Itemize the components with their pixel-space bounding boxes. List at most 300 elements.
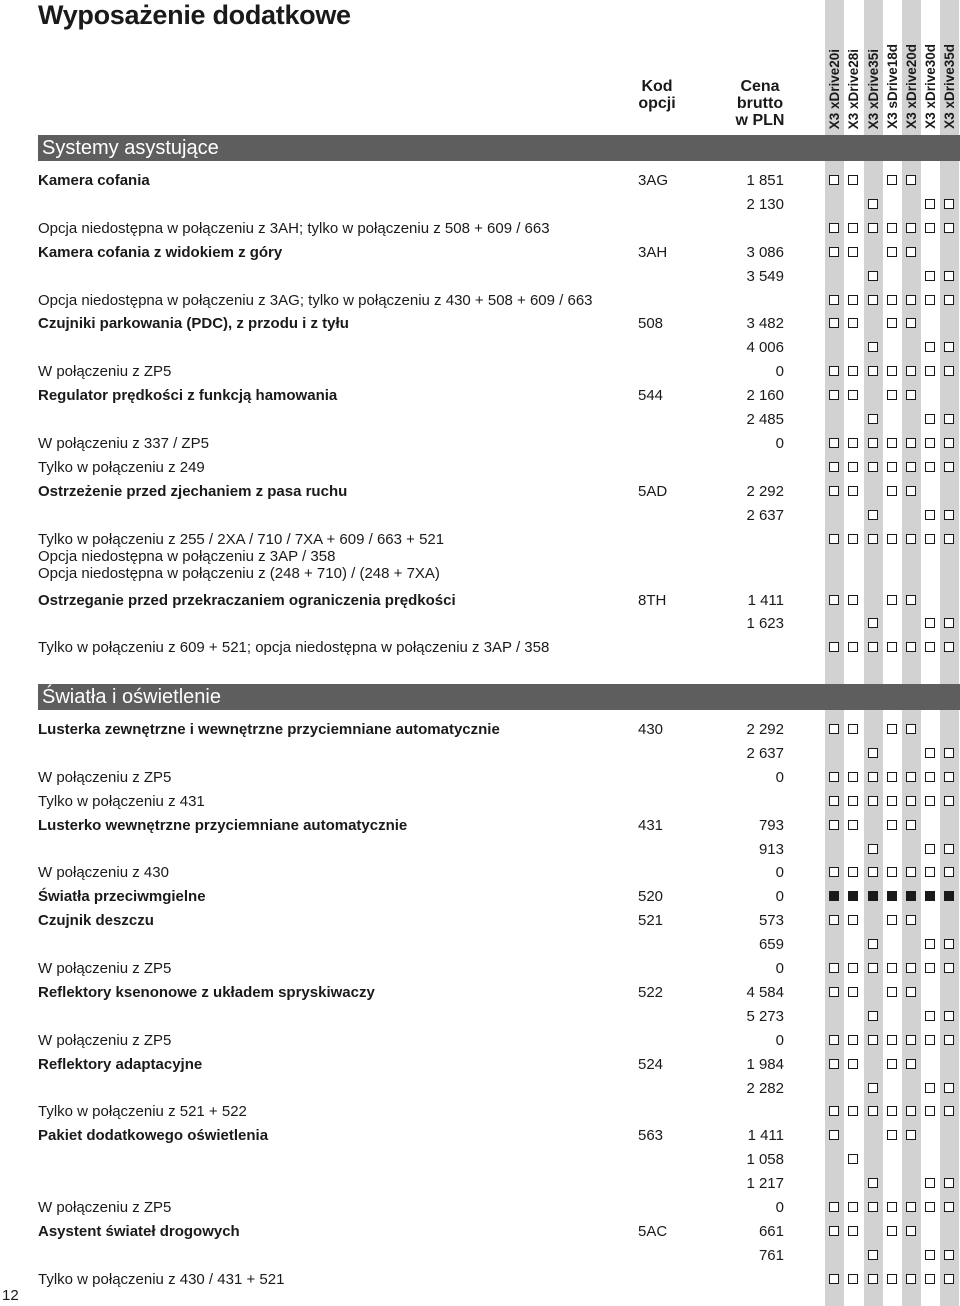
row-description: Lusterko wewnętrzne przyciemniane automatycznie — [38, 816, 408, 834]
optional-equipment-checkbox — [906, 772, 916, 782]
row-price: 761 — [758, 1246, 784, 1264]
optional-equipment-checkbox — [925, 295, 935, 305]
row-option-code: 508 — [638, 315, 664, 333]
optional-equipment-checkbox — [848, 534, 858, 544]
optional-equipment-checkbox — [848, 295, 858, 305]
optional-equipment-checkbox — [848, 1274, 858, 1284]
optional-equipment-checkbox — [925, 1274, 935, 1284]
code-header-line-2: opcji — [638, 95, 676, 112]
table-row — [0, 480, 960, 504]
optional-equipment-checkbox — [829, 390, 839, 400]
optional-equipment-checkbox — [829, 642, 839, 652]
optional-equipment-checkbox — [944, 867, 954, 877]
optional-equipment-checkbox — [906, 1202, 916, 1212]
table-row — [0, 636, 960, 660]
row-price: 2 292 — [746, 482, 784, 500]
optional-equipment-checkbox — [925, 414, 935, 424]
table-row — [0, 1244, 960, 1268]
optional-equipment-checkbox — [887, 867, 897, 877]
optional-equipment-checkbox — [829, 247, 839, 257]
row-description: W połączeniu z ZP5 — [38, 1031, 172, 1049]
optional-equipment-checkbox — [925, 510, 935, 520]
model-header-2 — [844, 4, 863, 129]
optional-equipment-checkbox — [925, 963, 935, 973]
optional-equipment-checkbox — [906, 1035, 916, 1045]
optional-equipment-checkbox — [944, 510, 954, 520]
optional-equipment-checkbox — [887, 963, 897, 973]
optional-equipment-checkbox — [848, 1154, 858, 1164]
optional-equipment-checkbox — [887, 223, 897, 233]
row-price: 4 584 — [746, 983, 784, 1001]
row-price: 1 984 — [746, 1055, 784, 1073]
optional-equipment-checkbox — [848, 1226, 858, 1236]
row-note-line: Opcja niedostępna w połączeniu z (248 + 710) / (248 + 7XA) — [38, 564, 440, 582]
table-row — [0, 885, 960, 909]
table-row — [0, 1196, 960, 1220]
model-header-6 — [921, 4, 940, 129]
standard-equipment-marker — [829, 891, 839, 901]
model-header-label: X3 xDrive35i — [866, 48, 881, 129]
row-description: Kamera cofania — [38, 172, 150, 189]
table-row — [0, 1053, 960, 1077]
row-note-line: Tylko w połączeniu z 255 / 2XA / 710 / 7XA + 609 / 663 + 521 — [38, 530, 445, 548]
optional-equipment-checkbox — [868, 510, 878, 520]
model-header-label: X3 xDrive30d — [923, 44, 938, 129]
optional-equipment-checkbox — [944, 342, 954, 352]
standard-equipment-marker — [848, 891, 858, 901]
optional-equipment-checkbox — [887, 595, 897, 605]
optional-equipment-checkbox — [925, 199, 935, 209]
optional-equipment-checkbox — [868, 844, 878, 854]
optional-equipment-checkbox — [944, 1202, 954, 1212]
optional-equipment-checkbox — [944, 939, 954, 949]
row-description: W połączeniu z 337 / ZP5 — [38, 434, 209, 452]
optional-equipment-checkbox — [829, 438, 839, 448]
optional-equipment-checkbox — [906, 247, 916, 257]
optional-equipment-checkbox — [887, 1130, 897, 1140]
table-row — [0, 336, 960, 360]
optional-equipment-checkbox — [925, 1011, 935, 1021]
table-row — [0, 169, 960, 193]
optional-equipment-checkbox — [868, 1178, 878, 1188]
row-description: Opcja niedostępna w połączeniu z 3AH; tylko w połączeniu z 508 + 609 / 663 — [38, 219, 550, 237]
table-row — [0, 612, 960, 636]
optional-equipment-checkbox — [887, 486, 897, 496]
row-description: Asystent świateł drogowych — [38, 1222, 240, 1240]
table-row — [0, 1029, 960, 1053]
optional-equipment-checkbox — [944, 772, 954, 782]
optional-equipment-checkbox — [944, 534, 954, 544]
table-row — [0, 838, 960, 862]
optional-equipment-checkbox — [848, 462, 858, 472]
optional-equipment-checkbox — [944, 618, 954, 628]
optional-equipment-checkbox — [848, 318, 858, 328]
optional-equipment-checkbox — [925, 939, 935, 949]
table-row — [0, 265, 960, 289]
optional-equipment-checkbox — [848, 486, 858, 496]
table-row — [0, 933, 960, 957]
table-row — [0, 289, 960, 313]
row-price: 5 273 — [746, 1007, 784, 1025]
optional-equipment-checkbox — [829, 1226, 839, 1236]
row-description: Tylko w połączeniu z 249 — [38, 458, 205, 476]
optional-equipment-checkbox — [848, 963, 858, 973]
optional-equipment-checkbox — [944, 271, 954, 281]
optional-equipment-checkbox — [848, 987, 858, 997]
table-row — [0, 589, 960, 613]
optional-equipment-checkbox — [868, 534, 878, 544]
row-price: 3 086 — [746, 243, 784, 261]
row-option-code: 522 — [638, 983, 664, 1001]
row-option-code: 430 — [638, 721, 664, 738]
optional-equipment-checkbox — [925, 366, 935, 376]
optional-equipment-checkbox — [829, 595, 839, 605]
optional-equipment-checkbox — [925, 1106, 935, 1116]
row-description: Ostrzeganie przed przekraczaniem ograniczenia prędkości — [38, 591, 456, 609]
price-header-line-1: Cena — [740, 78, 780, 95]
row-price: 2 637 — [746, 506, 784, 524]
optional-equipment-checkbox — [887, 534, 897, 544]
optional-equipment-checkbox — [887, 1059, 897, 1069]
standard-equipment-marker — [906, 891, 916, 901]
row-price: 0 — [775, 888, 784, 906]
optional-equipment-checkbox — [906, 867, 916, 877]
model-header-label: X3 xDrive35d — [942, 44, 957, 129]
row-price: 573 — [758, 912, 784, 930]
optional-equipment-checkbox — [829, 366, 839, 376]
row-price: 1 217 — [746, 1175, 784, 1193]
optional-equipment-checkbox — [925, 748, 935, 758]
optional-equipment-checkbox — [868, 618, 878, 628]
optional-equipment-checkbox — [868, 199, 878, 209]
table-row — [0, 957, 960, 981]
code-column-header — [632, 78, 682, 112]
row-description: Ostrzeżenie przed zjechaniem z pasa ruchu — [38, 482, 348, 500]
optional-equipment-checkbox — [829, 867, 839, 877]
optional-equipment-checkbox — [944, 1274, 954, 1284]
optional-equipment-checkbox — [925, 618, 935, 628]
row-price: 793 — [758, 816, 784, 834]
row-description: W połączeniu z ZP5 — [38, 960, 172, 977]
optional-equipment-checkbox — [906, 1106, 916, 1116]
optional-equipment-checkbox — [848, 915, 858, 925]
optional-equipment-checkbox — [868, 963, 878, 973]
standard-equipment-marker — [944, 891, 954, 901]
optional-equipment-checkbox — [848, 390, 858, 400]
model-header-7 — [940, 4, 959, 129]
row-price: 0 — [775, 864, 784, 882]
row-price: 2 130 — [746, 195, 784, 213]
model-header-4 — [883, 4, 902, 129]
optional-equipment-checkbox — [868, 366, 878, 376]
row-note — [38, 531, 444, 582]
model-header-label: X3 xDrive20d — [904, 44, 919, 129]
optional-equipment-checkbox — [944, 295, 954, 305]
optional-equipment-checkbox — [848, 772, 858, 782]
row-price: 2 282 — [746, 1079, 784, 1097]
optional-equipment-checkbox — [887, 796, 897, 806]
optional-equipment-checkbox — [906, 534, 916, 544]
optional-equipment-checkbox — [925, 271, 935, 281]
optional-equipment-checkbox — [925, 867, 935, 877]
optional-equipment-checkbox — [868, 1202, 878, 1212]
standard-equipment-marker — [887, 891, 897, 901]
optional-equipment-checkbox — [887, 1106, 897, 1116]
optional-equipment-checkbox — [944, 438, 954, 448]
table-row — [0, 1220, 960, 1244]
table-row — [0, 790, 960, 814]
optional-equipment-checkbox — [925, 462, 935, 472]
optional-equipment-checkbox — [887, 915, 897, 925]
row-price: 2 485 — [746, 411, 784, 428]
row-option-code: 520 — [638, 888, 664, 906]
row-description: Reflektory adaptacyjne — [38, 1055, 203, 1073]
table-row — [0, 861, 960, 885]
optional-equipment-checkbox — [868, 1011, 878, 1021]
optional-equipment-checkbox — [944, 1178, 954, 1188]
optional-equipment-checkbox — [848, 867, 858, 877]
row-description: W połączeniu z 430 — [38, 864, 169, 882]
row-option-code: 521 — [638, 912, 664, 930]
optional-equipment-checkbox — [848, 1035, 858, 1045]
optional-equipment-checkbox — [944, 199, 954, 209]
section-header — [38, 135, 960, 161]
row-price: 661 — [758, 1222, 784, 1240]
optional-equipment-checkbox — [944, 366, 954, 376]
optional-equipment-checkbox — [944, 1250, 954, 1260]
row-description: Tylko w połączeniu z 430 / 431 + 521 — [38, 1270, 285, 1288]
row-option-code: 431 — [638, 816, 664, 834]
optional-equipment-checkbox — [906, 318, 916, 328]
optional-equipment-checkbox — [944, 844, 954, 854]
optional-equipment-checkbox — [925, 1083, 935, 1093]
optional-equipment-checkbox — [887, 724, 897, 734]
page-number: 12 — [2, 1287, 19, 1304]
row-description: W połączeniu z ZP5 — [38, 1199, 172, 1216]
optional-equipment-checkbox — [829, 1202, 839, 1212]
price-column-header — [725, 78, 795, 129]
optional-equipment-checkbox — [848, 175, 858, 185]
row-description: W połączeniu z ZP5 — [38, 768, 172, 786]
row-option-code: 3AG — [638, 172, 669, 189]
table-row — [0, 241, 960, 265]
optional-equipment-checkbox — [887, 1274, 897, 1284]
optional-equipment-checkbox — [829, 318, 839, 328]
optional-equipment-checkbox — [906, 915, 916, 925]
optional-equipment-checkbox — [848, 1059, 858, 1069]
row-option-code: 563 — [638, 1127, 664, 1145]
optional-equipment-checkbox — [944, 223, 954, 233]
optional-equipment-checkbox — [887, 987, 897, 997]
optional-equipment-checkbox — [868, 1250, 878, 1260]
optional-equipment-checkbox — [944, 642, 954, 652]
optional-equipment-checkbox — [906, 642, 916, 652]
model-header-label: X3 xDrive28i — [846, 48, 861, 129]
optional-equipment-checkbox — [868, 342, 878, 352]
table-row — [0, 504, 960, 528]
optional-equipment-checkbox — [906, 820, 916, 830]
optional-equipment-checkbox — [829, 796, 839, 806]
optional-equipment-checkbox — [868, 796, 878, 806]
optional-equipment-checkbox — [868, 414, 878, 424]
table-row — [0, 1268, 960, 1292]
optional-equipment-checkbox — [906, 366, 916, 376]
optional-equipment-checkbox — [906, 595, 916, 605]
row-price: 0 — [775, 1031, 784, 1049]
optional-equipment-checkbox — [887, 820, 897, 830]
optional-equipment-checkbox — [906, 223, 916, 233]
optional-equipment-checkbox — [848, 247, 858, 257]
row-price: 2 292 — [746, 721, 784, 738]
price-header-line-3: w PLN — [735, 112, 785, 129]
row-price: 2 160 — [746, 387, 784, 405]
optional-equipment-checkbox — [829, 462, 839, 472]
optional-equipment-checkbox — [829, 534, 839, 544]
optional-equipment-checkbox — [925, 844, 935, 854]
optional-equipment-checkbox — [925, 438, 935, 448]
optional-equipment-checkbox — [925, 772, 935, 782]
row-price: 1 623 — [746, 615, 784, 633]
row-price: 913 — [758, 840, 784, 858]
optional-equipment-checkbox — [887, 295, 897, 305]
row-price: 659 — [758, 936, 784, 954]
table-row — [0, 1172, 960, 1196]
table-row — [0, 742, 960, 766]
table-row — [0, 981, 960, 1005]
optional-equipment-checkbox — [944, 1106, 954, 1116]
optional-equipment-checkbox — [829, 772, 839, 782]
row-option-code: 3AH — [638, 243, 668, 261]
section-header — [38, 684, 960, 710]
row-description: W połączeniu z ZP5 — [38, 363, 172, 381]
table-row — [0, 1100, 960, 1124]
optional-equipment-checkbox — [906, 796, 916, 806]
table-row — [0, 1124, 960, 1148]
optional-equipment-checkbox — [829, 820, 839, 830]
optional-equipment-checkbox — [868, 772, 878, 782]
table-row — [0, 217, 960, 241]
row-price: 1 411 — [747, 1127, 784, 1145]
price-header-line-2: brutto — [736, 95, 784, 112]
row-description: Światła przeciwmgielne — [38, 888, 206, 906]
optional-equipment-checkbox — [887, 462, 897, 472]
optional-equipment-checkbox — [906, 390, 916, 400]
optional-equipment-checkbox — [887, 1202, 897, 1212]
table-row — [0, 312, 960, 336]
optional-equipment-checkbox — [887, 175, 897, 185]
optional-equipment-checkbox — [925, 642, 935, 652]
table-row — [0, 1077, 960, 1101]
row-description: Kamera cofania z widokiem z góry — [38, 243, 283, 261]
optional-equipment-checkbox — [829, 1274, 839, 1284]
optional-equipment-checkbox — [887, 247, 897, 257]
table-row — [0, 360, 960, 384]
optional-equipment-checkbox — [887, 390, 897, 400]
optional-equipment-checkbox — [887, 438, 897, 448]
optional-equipment-checkbox — [829, 1035, 839, 1045]
standard-equipment-marker — [925, 891, 935, 901]
optional-equipment-checkbox — [868, 1274, 878, 1284]
optional-equipment-checkbox — [887, 1035, 897, 1045]
row-option-code: 8TH — [638, 591, 667, 609]
optional-equipment-checkbox — [848, 724, 858, 734]
optional-equipment-checkbox — [868, 1083, 878, 1093]
code-header-line-1: Kod — [641, 78, 673, 95]
section-title: Światła i oświetlenie — [42, 686, 221, 708]
optional-equipment-checkbox — [925, 342, 935, 352]
optional-equipment-checkbox — [906, 438, 916, 448]
table-row — [0, 432, 960, 456]
table-row — [0, 766, 960, 790]
optional-equipment-checkbox — [829, 987, 839, 997]
row-description: Czujniki parkowania (PDC), z przodu i z tyłu — [38, 315, 349, 333]
row-option-code: 5AC — [638, 1222, 668, 1240]
table-row — [0, 528, 960, 582]
optional-equipment-checkbox — [829, 1106, 839, 1116]
optional-equipment-checkbox — [906, 1226, 916, 1236]
optional-equipment-checkbox — [925, 1250, 935, 1260]
model-header-1 — [825, 4, 844, 129]
optional-equipment-checkbox — [906, 295, 916, 305]
row-description: Tylko w połączeniu z 609 + 521; opcja niedostępna w połączeniu z 3AP / 358 — [38, 639, 550, 657]
row-note-line: Opcja niedostępna w połączeniu z 3AP / 358 — [38, 547, 336, 565]
row-price: 4 006 — [746, 339, 784, 357]
row-price: 3 549 — [746, 267, 784, 285]
optional-equipment-checkbox — [906, 963, 916, 973]
optional-equipment-checkbox — [848, 366, 858, 376]
row-description: Lusterka zewnętrzne i wewnętrzne przyciemniane automatycznie — [38, 721, 500, 738]
model-header-label: X3 sDrive18d — [885, 44, 900, 129]
model-header-3 — [864, 4, 883, 129]
optional-equipment-checkbox — [868, 271, 878, 281]
optional-equipment-checkbox — [868, 462, 878, 472]
optional-equipment-checkbox — [944, 462, 954, 472]
page-title: Wyposażenie dodatkowe — [38, 0, 351, 30]
row-price: 1 411 — [747, 591, 784, 609]
optional-equipment-checkbox — [829, 486, 839, 496]
optional-equipment-checkbox — [829, 175, 839, 185]
optional-equipment-checkbox — [887, 642, 897, 652]
row-description: Tylko w połączeniu z 431 — [38, 792, 205, 810]
optional-equipment-checkbox — [868, 939, 878, 949]
optional-equipment-checkbox — [906, 486, 916, 496]
optional-equipment-checkbox — [868, 438, 878, 448]
optional-equipment-checkbox — [925, 1035, 935, 1045]
optional-equipment-checkbox — [944, 963, 954, 973]
optional-equipment-checkbox — [829, 223, 839, 233]
optional-equipment-checkbox — [944, 414, 954, 424]
optional-equipment-checkbox — [848, 642, 858, 652]
row-price: 2 637 — [746, 744, 784, 762]
optional-equipment-checkbox — [944, 1035, 954, 1045]
optional-equipment-checkbox — [887, 1226, 897, 1236]
row-price: 0 — [775, 960, 784, 977]
row-description: Pakiet dodatkowego oświetlenia — [38, 1127, 269, 1145]
optional-equipment-checkbox — [868, 1035, 878, 1045]
row-option-code: 524 — [638, 1055, 664, 1073]
optional-equipment-checkbox — [848, 223, 858, 233]
optional-equipment-checkbox — [925, 223, 935, 233]
row-price: 1 851 — [746, 172, 784, 189]
table-row — [0, 909, 960, 933]
optional-equipment-checkbox — [868, 642, 878, 652]
optional-equipment-checkbox — [829, 724, 839, 734]
row-price: 0 — [775, 363, 784, 381]
model-header-label: X3 xDrive20i — [827, 48, 842, 129]
row-description: Opcja niedostępna w połączeniu z 3AG; tylko w połączeniu z 430 + 508 + 609 / 663 — [38, 291, 593, 309]
table-row — [0, 384, 960, 408]
optional-equipment-checkbox — [906, 1274, 916, 1284]
